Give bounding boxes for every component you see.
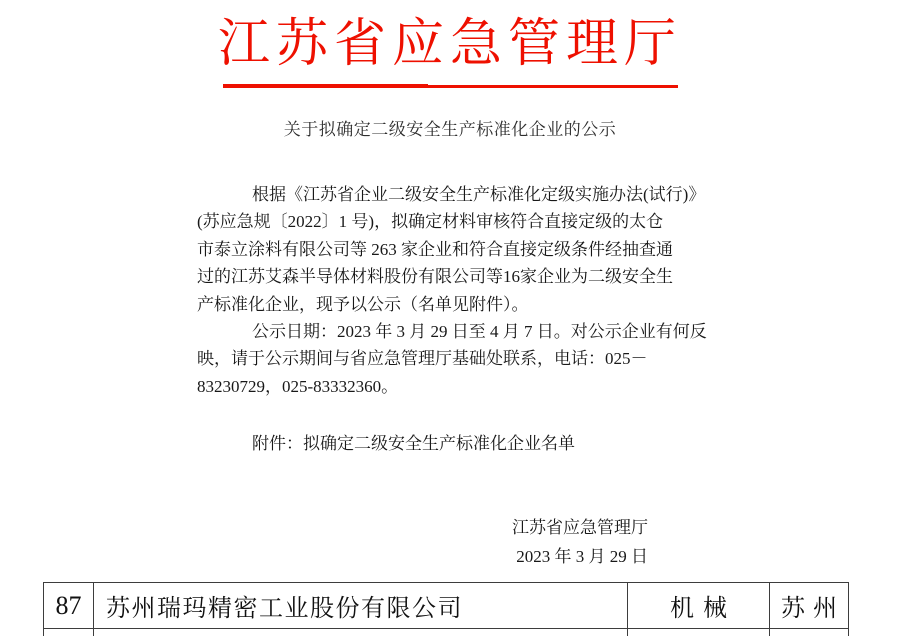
body-line-4: 过的江苏艾森半导体材料股份有限公司等16家企业为二级安全生 bbox=[197, 267, 673, 287]
table-partial-cell bbox=[44, 629, 94, 636]
body-line-5: 产标准化企业，现予以公示（名单见附件）。 bbox=[197, 294, 529, 314]
signature-block bbox=[512, 513, 648, 571]
table-partial-cell bbox=[770, 629, 848, 636]
table-cell-city: 苏州 bbox=[781, 596, 845, 622]
document-title: 关于拟确定二级安全生产标准化企业的公示 bbox=[283, 120, 617, 139]
body-line-3: 市泰立涂料有限公司等 263 家企业和符合直接定级条件经抽查通 bbox=[197, 239, 673, 259]
table-partial-cell bbox=[628, 629, 770, 636]
table-next-row-cut-off bbox=[43, 629, 849, 636]
document-body bbox=[197, 181, 707, 458]
body-line-8: 83230729，025-83332360。 bbox=[197, 376, 399, 396]
body-line-1: 根据《江苏省企业二级安全生产标准化定级实施办法(试行)》 bbox=[252, 185, 706, 204]
attachment-reference-line: 附件：拟确定二级安全生产标准化企业名单 bbox=[252, 434, 575, 454]
letterhead-agency-title: 江苏省应急管理厅 bbox=[217, 15, 682, 73]
company-list-table bbox=[43, 582, 849, 636]
table-cell-company-name: 苏州瑞玛精密工业股份有限公司 bbox=[94, 583, 628, 628]
table-cell-row-number: 87 bbox=[44, 583, 94, 628]
table-row bbox=[43, 582, 849, 629]
body-line-2: (苏应急规〔2022〕1 号)，拟确定材料审核符合直接定级的太仓 bbox=[197, 212, 664, 232]
letterhead-divider-line-thick-segment bbox=[223, 84, 428, 88]
signature-date: 2023 年 3 月 29 日 bbox=[516, 547, 648, 566]
body-line-7: 映，请于公示期间与省应急管理厅基础处联系，电话：025－ bbox=[197, 349, 648, 369]
signature-agency: 江苏省应急管理厅 bbox=[512, 518, 648, 537]
table-partial-cell bbox=[94, 629, 628, 636]
table-cell-industry: 机械 bbox=[628, 583, 770, 628]
body-line-6: 公示日期：2023 年 3 月 29 日至 4 月 7 日。对公示企业有何反 bbox=[252, 322, 707, 342]
